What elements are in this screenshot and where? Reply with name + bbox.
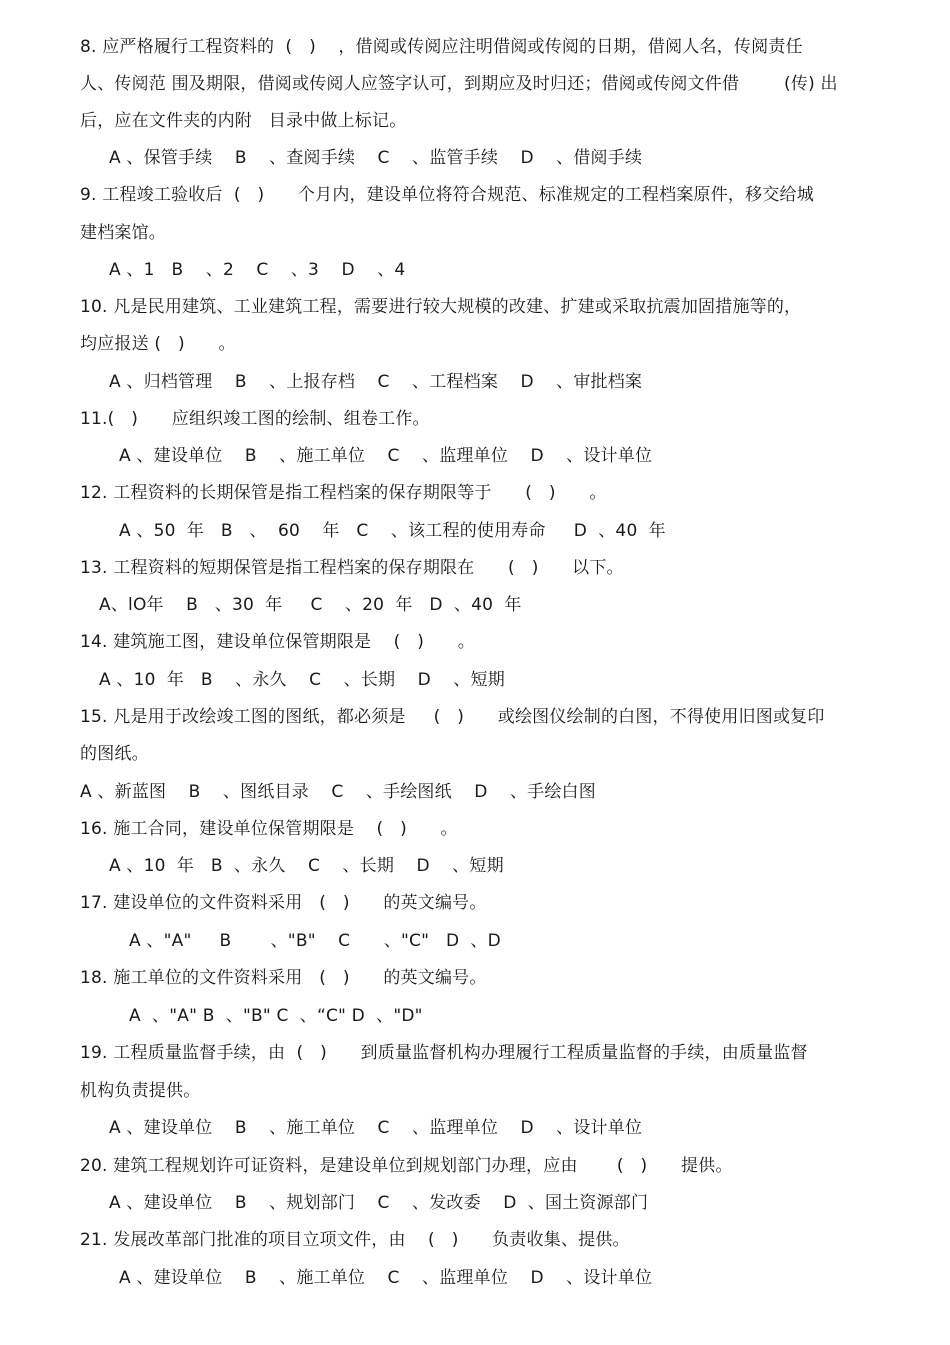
question-8-options: A 、保管手续 B 、查阅手续 C 、监管手续 D 、借阅手续 — [109, 148, 643, 168]
question-12-options: A 、50 年 B 、 60 年 C 、该工程的使用寿命 D 、40 年 — [119, 521, 666, 541]
question-9-line-1: 9. 工程竣工验收后 ( ) 个月内，建设单位将符合规范、标准规定的工程档案原件，移交给城 — [80, 185, 814, 205]
question-15-options: A 、新蓝图 B 、图纸目录 C 、手绘图纸 D 、手绘白图 — [80, 782, 596, 802]
question-8-line-1: 8. 应严格履行工程资料的 ( ) ，借阅或传阅应注明借阅或传阅的日期，借阅人名，传阅责任 — [80, 37, 803, 57]
question-21-options: A 、建设单位 B 、施工单位 C 、监理单位 D 、设计单位 — [119, 1268, 653, 1288]
question-16-options: A 、10 年 B 、永久 C 、长期 D 、短期 — [109, 856, 504, 876]
question-8-line-3: 后，应在文件夹的内附 目录中做上标记。 — [80, 111, 407, 131]
question-14-options: A 、10 年 B 、永久 C 、长期 D 、短期 — [99, 670, 505, 690]
question-8-line-2: 人、传阅范 围及期限，借阅或传阅人应签字认可，到期应及时归还；借阅或传阅文件借 (传) 出 — [80, 74, 838, 94]
question-19-line-2: 机构负责提供。 — [80, 1081, 201, 1101]
question-17-line-1: 17. 建设单位的文件资料采用 ( ) 的英文编号。 — [80, 893, 487, 913]
question-10-line-2: 均应报送 ( ) 。 — [80, 334, 236, 354]
question-11-line-1: 11.( ) 应组织竣工图的绘制、组卷工作。 — [80, 409, 430, 429]
question-18-options: A 、"A" B 、"B" C 、“C" D 、"D" — [129, 1006, 423, 1026]
question-14-line-1: 14. 建筑施工图，建设单位保管期限是 ( ) 。 — [80, 632, 475, 652]
question-18-line-1: 18. 施工单位的文件资料采用 ( ) 的英文编号。 — [80, 968, 487, 988]
question-19-line-1: 19. 工程质量监督手续，由 ( ) 到质量监督机构办理履行工程质量监督的手续，由质量监督 — [80, 1043, 808, 1063]
question-13-options: A、lO年 B 、30 年 C 、20 年 D 、40 年 — [99, 595, 522, 615]
question-12-line-1: 12. 工程资料的长期保管是指工程档案的保存期限等于 ( ) 。 — [80, 483, 607, 503]
question-11-options: A 、建设单位 B 、施工单位 C 、监理单位 D 、设计单位 — [119, 446, 653, 466]
question-9-line-2: 建档案馆。 — [80, 223, 166, 243]
question-19-options: A 、建设单位 B 、施工单位 C 、监理单位 D 、设计单位 — [109, 1118, 643, 1138]
question-21-line-1: 21. 发展改革部门批准的项目立项文件，由 ( ) 负责收集、提供。 — [80, 1230, 630, 1250]
question-13-line-1: 13. 工程资料的短期保管是指工程档案的保存期限在 ( ) 以下。 — [80, 558, 624, 578]
question-17-options: A 、"A" B 、"B" C 、"C" D 、D — [129, 931, 501, 951]
question-20-line-1: 20. 建筑工程规划许可证资料，是建设单位到规划部门办理，应由 ( ) 提供。 — [80, 1156, 733, 1176]
question-15-line-1: 15. 凡是用于改绘竣工图的图纸，都必须是 ( ) 或绘图仪绘制的白图，不得使用旧图或复印 — [80, 707, 825, 727]
question-20-options: A 、建设单位 B 、规划部门 C 、发改委 D 、国土资源部门 — [109, 1193, 649, 1213]
question-9-options: A 、1 B 、2 C 、3 D 、4 — [109, 260, 406, 280]
question-10-options: A 、归档管理 B 、上报存档 C 、工程档案 D 、审批档案 — [109, 372, 643, 392]
question-15-line-2: 的图纸。 — [80, 744, 149, 764]
question-10-line-1: 10. 凡是民用建筑、工业建筑工程，需要进行较大规模的改建、扩建或采取抗震加固措施等的， — [80, 297, 802, 317]
question-16-line-1: 16. 施工合同，建设单位保管期限是 ( ) 。 — [80, 819, 458, 839]
